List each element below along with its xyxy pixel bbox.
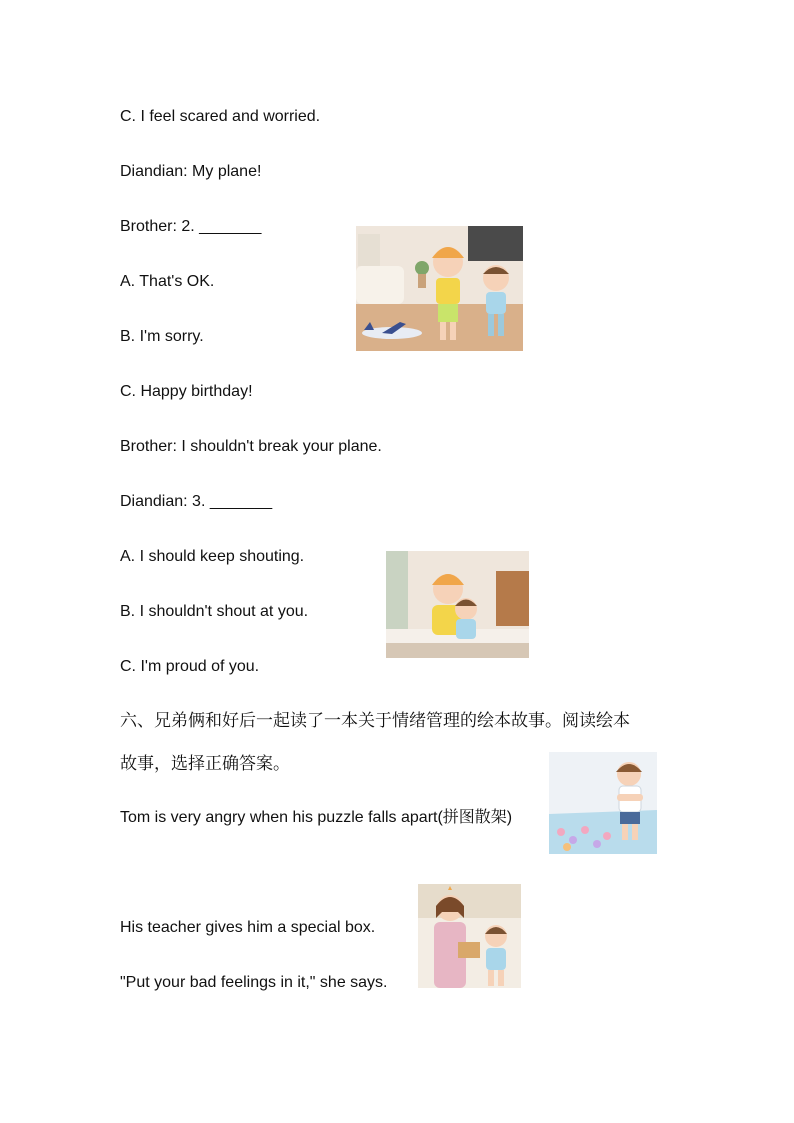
- dialogue-diandian-plane: Diandian: My plane!: [120, 163, 262, 180]
- illustration-teacher-box: [418, 884, 521, 988]
- option-b-shouldnt-shout: B. I shouldn't shout at you.: [120, 603, 309, 620]
- illustration-brothers-hug: [386, 551, 529, 658]
- option-b-im-sorry: B. I'm sorry.: [120, 328, 204, 345]
- option-c-happy-birthday: C. Happy birthday!: [120, 383, 253, 400]
- option-a-keep-shouting: A. I should keep shouting.: [120, 548, 305, 565]
- section-6-instruction-line1: 六、兄弟俩和好后一起读了一本关于情绪管理的绘本故事。阅读绘本: [120, 711, 630, 731]
- dialogue-brother-blank-2: Brother: 2. _______: [120, 218, 262, 235]
- dialogue-brother-break-plane: Brother: I shouldn't break your plane.: [120, 438, 382, 455]
- story-line-puzzle: Tom is very angry when his puzzle falls apart(拼图散架): [120, 809, 513, 826]
- illustration-angry-tom-puzzle: [549, 752, 657, 854]
- option-c-scared: C. I feel scared and worried.: [120, 108, 321, 125]
- option-a-thats-ok: A. That's OK.: [120, 273, 215, 290]
- illustration-brothers-plane: [356, 226, 523, 351]
- section-6-instruction-line2: 故事，选择正确答案。: [120, 754, 290, 774]
- story-line-bad-feelings: "Put your bad feelings in it," she says.: [120, 974, 388, 991]
- option-c-proud: C. I'm proud of you.: [120, 658, 260, 675]
- dialogue-diandian-blank-3: Diandian: 3. _______: [120, 493, 273, 510]
- story-line-special-box: His teacher gives him a special box.: [120, 919, 376, 936]
